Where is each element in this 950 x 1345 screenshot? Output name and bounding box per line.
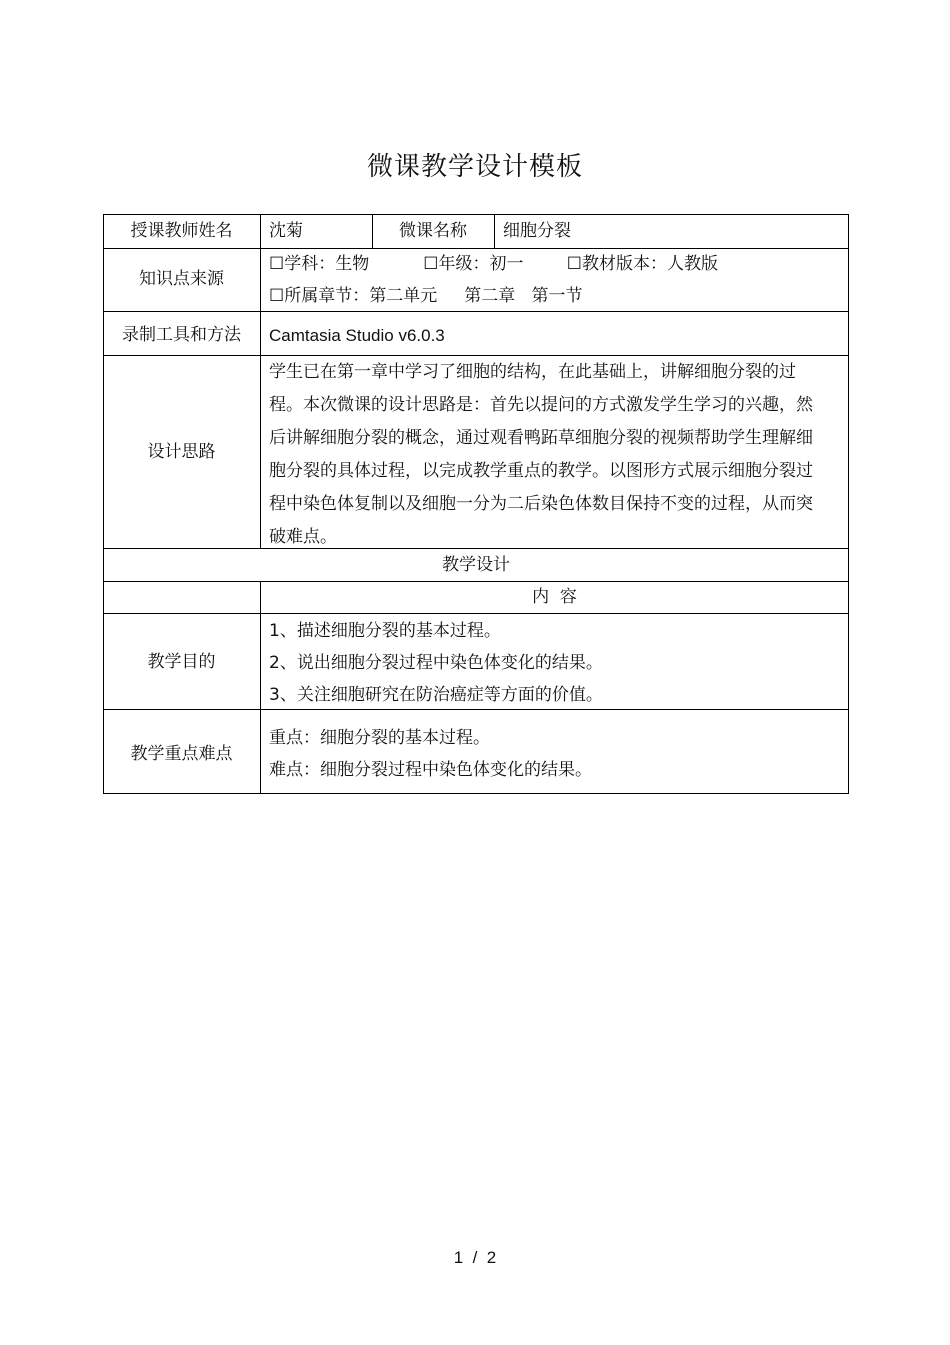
difficult-point-item: 难点：细胞分裂过程中染色体变化的结果。 <box>269 760 592 780</box>
teacher-name-value: 沈菊 <box>269 221 303 241</box>
lesson-design-table <box>103 214 849 794</box>
teaching-goal-item: 3、关注细胞研究在防治癌症等方面的价值。 <box>269 685 603 705</box>
teaching-goal-label: 教学目的 <box>147 652 216 672</box>
table-border-left <box>103 214 104 794</box>
knowledge-source-line-1: ☐学科：生物 ☐年级：初一 ☐教材版本：人教版 <box>269 254 718 274</box>
table-border-bottom <box>103 793 849 794</box>
knowledge-source-label: 知识点来源 <box>139 269 224 289</box>
table-column-rule <box>494 214 495 248</box>
key-difficult-points-label: 教学重点难点 <box>130 744 233 764</box>
design-idea-text: 学生已在第一章中学习了细胞的结构，在此基础上，讲解细胞分裂的过程。本次微课的设计思路是：首先以提问的方式激发学生学习的兴趣，然后讲解细胞分裂的概念，通过观看鸭跖草细胞分裂的视频帮助学生理解细胞分裂的具体过程，以完成教学重点的教学。以图形方式展示细胞分裂过程中染色体复制以及细胞一分为二后染色体数目保持不变的过程，从而突破难点。 <box>269 362 813 547</box>
section-heading: 教学设计 <box>442 555 510 575</box>
recording-tool-value: Camtasia Studio v6.0.3 <box>269 326 445 345</box>
course-name-value: 细胞分裂 <box>503 221 571 241</box>
teacher-name-label: 授课教师姓名 <box>130 221 233 241</box>
key-point-item: 重点：细胞分裂的基本过程。 <box>269 728 490 748</box>
table-border-right <box>848 214 849 794</box>
teaching-goal-item: 2、说出细胞分裂过程中染色体变化的结果。 <box>269 653 603 673</box>
document-title: 微课教学设计模板 <box>366 152 583 182</box>
content-column-header: 内 容 <box>532 587 577 607</box>
recording-tool-label: 录制工具和方法 <box>122 325 241 345</box>
design-idea-label: 设计思路 <box>147 442 216 462</box>
course-name-label: 微课名称 <box>399 221 467 241</box>
page-number: 1 / 2 <box>453 1248 497 1267</box>
teaching-goal-item: 1、描述细胞分裂的基本过程。 <box>269 621 501 641</box>
table-column-rule <box>260 214 261 548</box>
knowledge-source-line-2: ☐所属章节：第二单元 第二章 第一节 <box>269 286 583 306</box>
